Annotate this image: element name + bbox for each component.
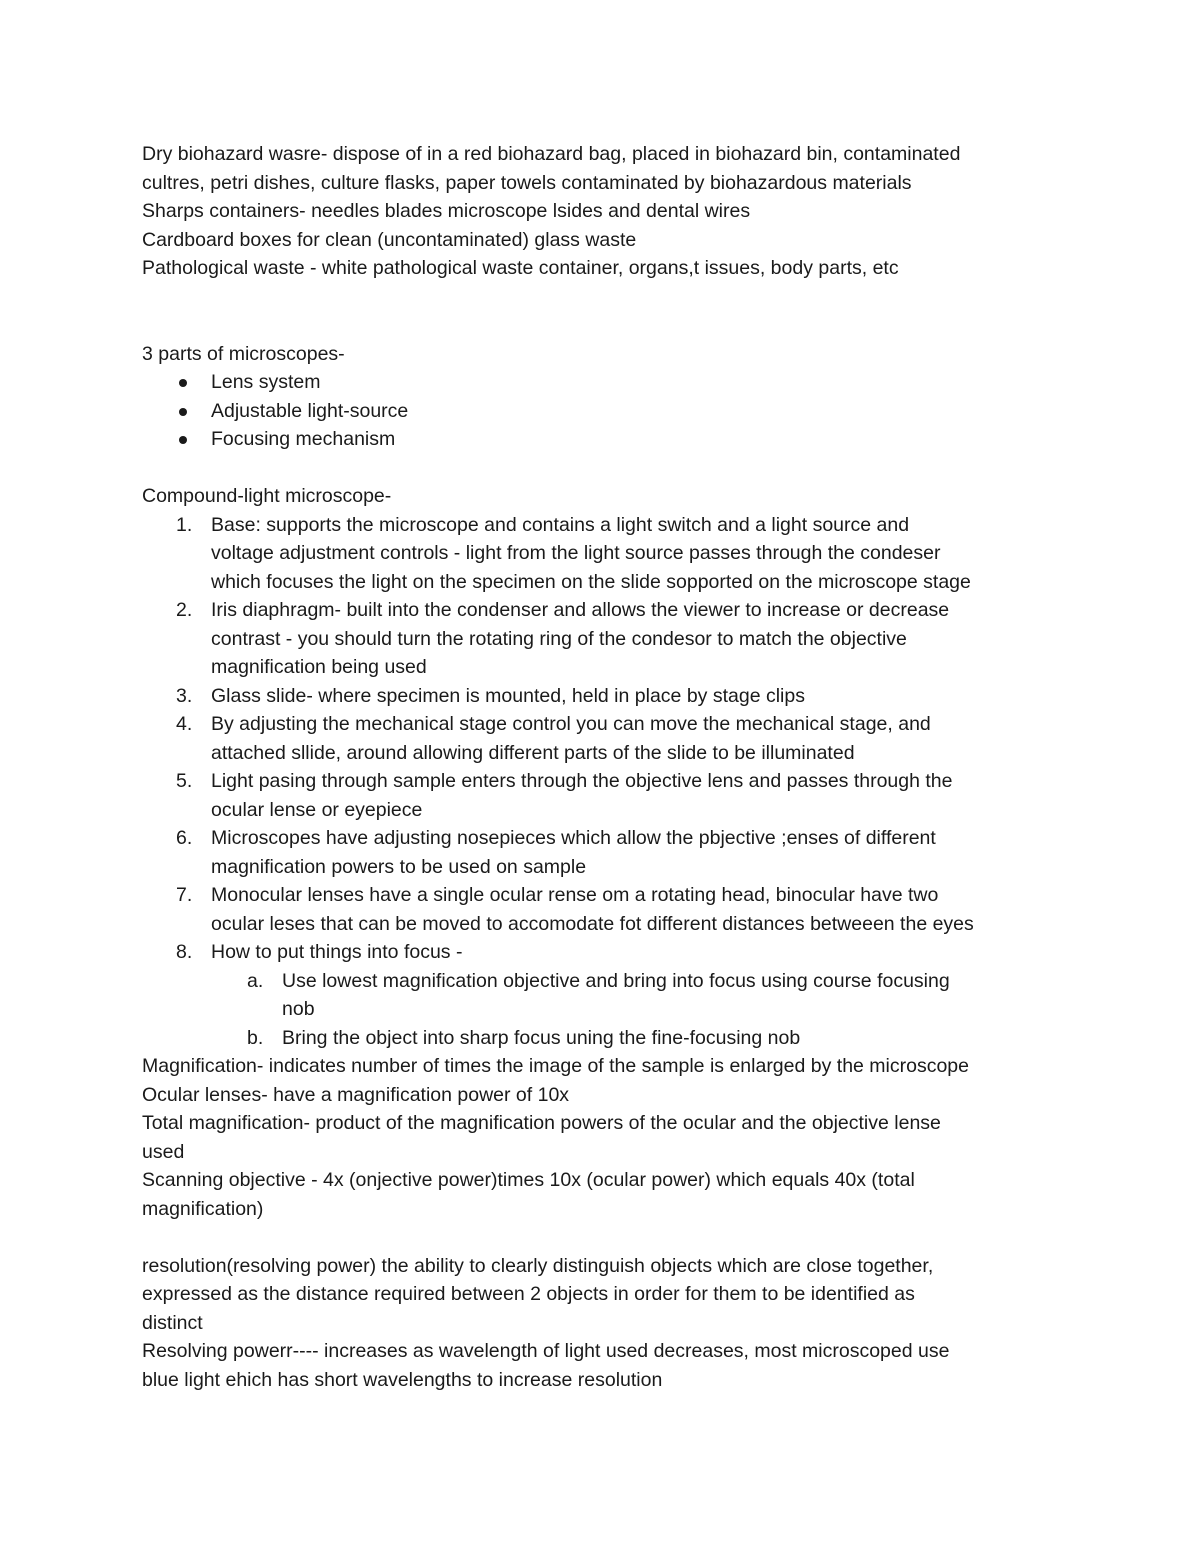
- paragraph-pathological: [142, 254, 1072, 283]
- list-number: 3.: [176, 684, 193, 707]
- paragraph-cardboard: [142, 226, 1072, 255]
- text-line: expressed as the distance required between 2 objects in order for them to be identified as: [142, 1283, 915, 1305]
- list-number: 4.: [176, 713, 193, 735]
- list-item: [142, 967, 1072, 1024]
- text-line: blue light ehich has short wavelengths to increase resolution: [142, 1368, 663, 1391]
- paragraph-scanning-objective: [142, 1166, 1072, 1223]
- text-line: magnification being used: [211, 656, 427, 678]
- focus-steps-list: [211, 967, 1072, 1053]
- text-line: Scanning objective - 4x (onjective power)times 10x (ocular power) which equals 40x (total: [142, 1169, 915, 1191]
- text-line: Monocular lenses have a single ocular rense om a rotating head, binocular have two: [211, 884, 939, 906]
- text-line: How to put things into focus -: [211, 941, 463, 963]
- text-line: Sharps containers- needles blades microscope lsides and dental wires: [142, 200, 751, 222]
- text-line: Iris diaphragm- built into the condenser and allows the viewer to increase or decrease: [211, 599, 950, 621]
- text-line: Resolving powerr---- increases as wavelength of light used decreases, most microscoped use: [142, 1340, 950, 1362]
- text-line: cultres, petri dishes, culture flasks, paper towels contaminated by biohazardous materials: [142, 171, 912, 194]
- parts-section: [142, 340, 1072, 454]
- text-line: Bring the object into sharp focus uning the fine-focusing nob: [282, 1026, 801, 1049]
- magnification-section: [142, 1052, 1072, 1223]
- list-number: 2.: [176, 599, 193, 621]
- list-item: [142, 397, 1072, 426]
- list-item-label: Lens system: [211, 371, 321, 393]
- list-number: 5.: [176, 770, 193, 792]
- text-line: Magnification- indicates number of times the image of the sample is enlarged by the microscope: [142, 1055, 969, 1077]
- compound-section: [142, 482, 1072, 1052]
- document-page: [142, 140, 1072, 1394]
- parts-list: [142, 368, 1072, 454]
- compound-list: [142, 511, 1072, 1053]
- resolution-section: [142, 1252, 1072, 1395]
- bullet-icon: [179, 436, 187, 444]
- text-line: By adjusting the mechanical stage control you can move the mechanical stage, and: [211, 713, 931, 735]
- paragraph-sharps: [142, 197, 1072, 226]
- list-number: 1.: [176, 513, 193, 536]
- paragraph-resolving-power: [142, 1337, 1072, 1394]
- text-line: ocular lense or eyepiece: [211, 798, 423, 821]
- list-letter: b.: [247, 1026, 264, 1049]
- paragraph-ocular-lenses: [142, 1081, 1072, 1110]
- list-item: [142, 511, 1072, 597]
- spacer: [142, 283, 1072, 340]
- list-item: [142, 824, 1072, 881]
- text-line: Cardboard boxes for clean (uncontaminated) glass waste: [142, 228, 637, 251]
- list-item: [142, 881, 1072, 938]
- text-line: contrast - you should turn the rotating ring of the condesor to match the objective: [211, 627, 907, 650]
- text-line: Microscopes have adjusting nosepieces which allow the pbjective ;enses of different: [211, 827, 936, 849]
- list-item: [142, 767, 1072, 824]
- text-line: attached sllide, around allowing different parts of the slide to be illuminated: [211, 741, 855, 764]
- paragraph-resolution: [142, 1252, 1072, 1338]
- list-item: [142, 682, 1072, 711]
- list-item: [142, 710, 1072, 767]
- text-line: Pathological waste - white pathological waste container, organs,t issues, body parts, etc: [142, 257, 899, 279]
- text-line: Use lowest magnification objective and bring into focus using course focusing: [282, 969, 950, 992]
- text-line: used: [142, 1140, 185, 1163]
- text-line: resolution(resolving power) the ability to clearly distinguish objects which are close together,: [142, 1254, 934, 1277]
- compound-heading: Compound-light microscope-: [142, 485, 392, 507]
- list-item: [142, 368, 1072, 397]
- list-number: 7.: [176, 884, 193, 906]
- text-line: Glass slide- where specimen is mounted, held in place by stage clips: [211, 684, 805, 707]
- paragraph-dry-biohazard: [142, 140, 1072, 197]
- text-line: ocular leses that can be moved to accomodate fot different distances betweeen the eyes: [211, 912, 974, 935]
- waste-section: [142, 140, 1072, 283]
- list-item-label: Adjustable light-source: [211, 399, 409, 422]
- spacer: [142, 454, 1072, 483]
- text-line: voltage adjustment controls - light from the light source passes through the condeser: [211, 542, 941, 564]
- text-line: distinct: [142, 1311, 203, 1334]
- list-item: [142, 596, 1072, 682]
- text-line: Base: supports the microscope and contains a light switch and a light source and: [211, 513, 910, 536]
- paragraph-magnification: [142, 1052, 1072, 1081]
- text-line: Total magnification- product of the magnification powers of the ocular and the objective lense: [142, 1112, 941, 1134]
- parts-heading: 3 parts of microscopes-: [142, 342, 345, 365]
- list-item: [142, 1024, 1072, 1053]
- list-item: [142, 938, 1072, 1052]
- spacer: [142, 1223, 1072, 1252]
- text-line: Ocular lenses- have a magnification power of 10x: [142, 1083, 570, 1106]
- text-line: Light pasing through sample enters through the objective lens and passes through the: [211, 770, 953, 792]
- text-line: magnification powers to be used on sample: [211, 855, 587, 878]
- text-line: Dry biohazard wasre- dispose of in a red biohazard bag, placed in biohazard bin, contaminated: [142, 143, 961, 165]
- bullet-icon: [179, 379, 187, 387]
- list-item-label: Focusing mechanism: [211, 428, 396, 450]
- list-item: [142, 425, 1072, 454]
- paragraph-total-magnification: [142, 1109, 1072, 1166]
- list-number: 8.: [176, 941, 193, 963]
- text-line: which focuses the light on the specimen on the slide sopported on the microscope stage: [211, 570, 971, 593]
- text-line: nob: [282, 998, 315, 1020]
- text-line: magnification): [142, 1197, 264, 1220]
- list-letter: a.: [247, 969, 264, 992]
- bullet-icon: [179, 408, 187, 416]
- list-number: 6.: [176, 827, 193, 849]
